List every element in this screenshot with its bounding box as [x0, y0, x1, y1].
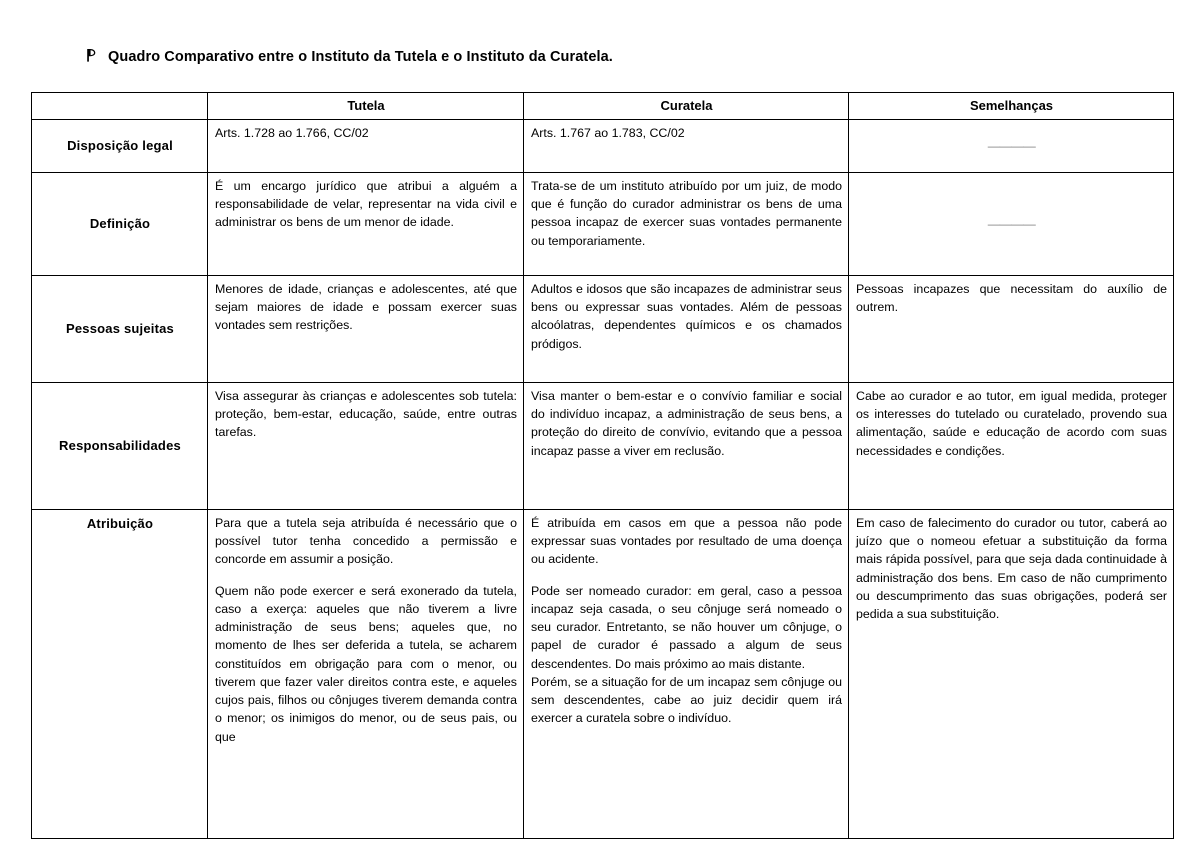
cell-atribuicao-tutela	[208, 510, 524, 839]
comparison-table	[31, 92, 1174, 839]
cell-disposicao-curatela: Arts. 1.767 ao 1.783, CC/02	[524, 120, 849, 173]
table-row	[32, 276, 1174, 383]
cell-pessoas-semelhancas: Pessoas incapazes que necessitam do auxílio de outrem.	[849, 276, 1174, 383]
cell-responsabilidades-semelhancas: Cabe ao curador e ao tutor, em igual medida, proteger os interesses do tutelado ou curatelado, provendo sua alimentação, saúde e educação de acordo com suas necessidades e condições.	[849, 383, 1174, 510]
row-label-pessoas-sujeitas: Pessoas sujeitas	[32, 276, 208, 383]
cell-atribuicao-curatela	[524, 510, 849, 839]
paragraph: Quem não pode exercer e será exonerado da tutela, caso a exerça: aqueles que não tiverem a livre administração de seus bens; aqueles que, no momento de lhes ser deferida a tutela, se acharem constituídos em obrigação para com o menor, ou tiverem que fazer valer direitos contra este, e aqueles cujos pais, filhos ou cônjuges tiverem demanda contra o menor; os inimigos do menor, ou de seus pais, ou que	[215, 583, 517, 744]
table-row	[32, 510, 1174, 839]
table-row	[32, 120, 1174, 173]
page-title	[84, 46, 613, 65]
row-label-atribuicao: Atribuição	[32, 510, 208, 839]
table-row	[32, 383, 1174, 510]
table-header-row	[32, 93, 1174, 120]
cell-definicao-curatela: Trata-se de um instituto atribuído por um juiz, de modo que é função do curador administrar os bens de uma pessoa incapaz de exercer suas vontades permanente ou temporariamente.	[524, 173, 849, 276]
column-header-curatela: Curatela	[524, 93, 849, 120]
pointing-flag-icon	[84, 48, 99, 63]
cell-definicao-tutela: É um encargo jurídico que atribui a alguém a responsabilidade de velar, representar na vida civil e administrar os bens de um menor de idade.	[208, 173, 524, 276]
row-label-definicao: Definição	[32, 173, 208, 276]
table-row	[32, 173, 1174, 276]
cell-pessoas-curatela: Adultos e idosos que são incapazes de administrar seus bens ou expressar suas vontades. Além de pessoas alcoólatras, dependentes químicos e os chamados pródigos.	[524, 276, 849, 383]
row-label-responsabilidades: Responsabilidades	[32, 383, 208, 510]
cell-atribuicao-semelhancas: Em caso de falecimento do curador ou tutor, caberá ao juízo que o nomeou efetuar a substituição da forma mais rápida possível, para que seja dada continuidade à administração dos bens. Em caso de não cumprimento ou descumprimento das suas obrigações, poderá ser pedida a sua substituição.	[849, 510, 1174, 839]
paragraph: Para que a tutela seja atribuída é necessário que o possível tutor tenha concedido a permissão e concorde em assumir a posição.	[215, 516, 517, 567]
paragraph: Porém, se a situação for de um incapaz sem cônjuge ou sem descendentes, cabe ao juiz decidir quem irá exercer a curatela sobre o indivíduo.	[531, 674, 842, 726]
cell-responsabilidades-tutela: Visa assegurar às crianças e adolescentes sob tutela: proteção, bem-estar, educação, saúde, entre outras tarefas.	[208, 383, 524, 510]
cell-definicao-semelhancas: ————	[849, 173, 1174, 276]
row-label-disposicao-legal: Disposição legal	[32, 120, 208, 173]
column-header-empty	[32, 93, 208, 120]
cell-pessoas-tutela: Menores de idade, crianças e adolescentes, até que sejam maiores de idade e possam exercer suas vontades sem restrições.	[208, 276, 524, 383]
column-header-semelhancas: Semelhanças	[849, 93, 1174, 120]
cell-disposicao-semelhancas: ————	[849, 120, 1174, 173]
paragraph: Pode ser nomeado curador: em geral, caso a pessoa incapaz seja casada, o seu cônjuge será nomeado o seu curador. Entretanto, se não houver um cônjuge, o papel de curador é passado a algum de seus descendentes. Do mais próximo ao mais distante.	[531, 583, 842, 671]
column-header-tutela: Tutela	[208, 93, 524, 120]
cell-disposicao-tutela: Arts. 1.728 ao 1.766, CC/02	[208, 120, 524, 173]
cell-responsabilidades-curatela: Visa manter o bem-estar e o convívio familiar e social do indivíduo incapaz, a administração de seus bens, a proteção do direito de convívio, evitando que a pessoa incapaz passe a viver em reclusão.	[524, 383, 849, 510]
page-title-text: Quadro Comparativo entre o Instituto da Tutela e o Instituto da Curatela.	[108, 49, 613, 65]
paragraph: É atribuída em casos em que a pessoa não pode expressar suas vontades por resultado de uma doença ou acidente.	[531, 516, 842, 567]
